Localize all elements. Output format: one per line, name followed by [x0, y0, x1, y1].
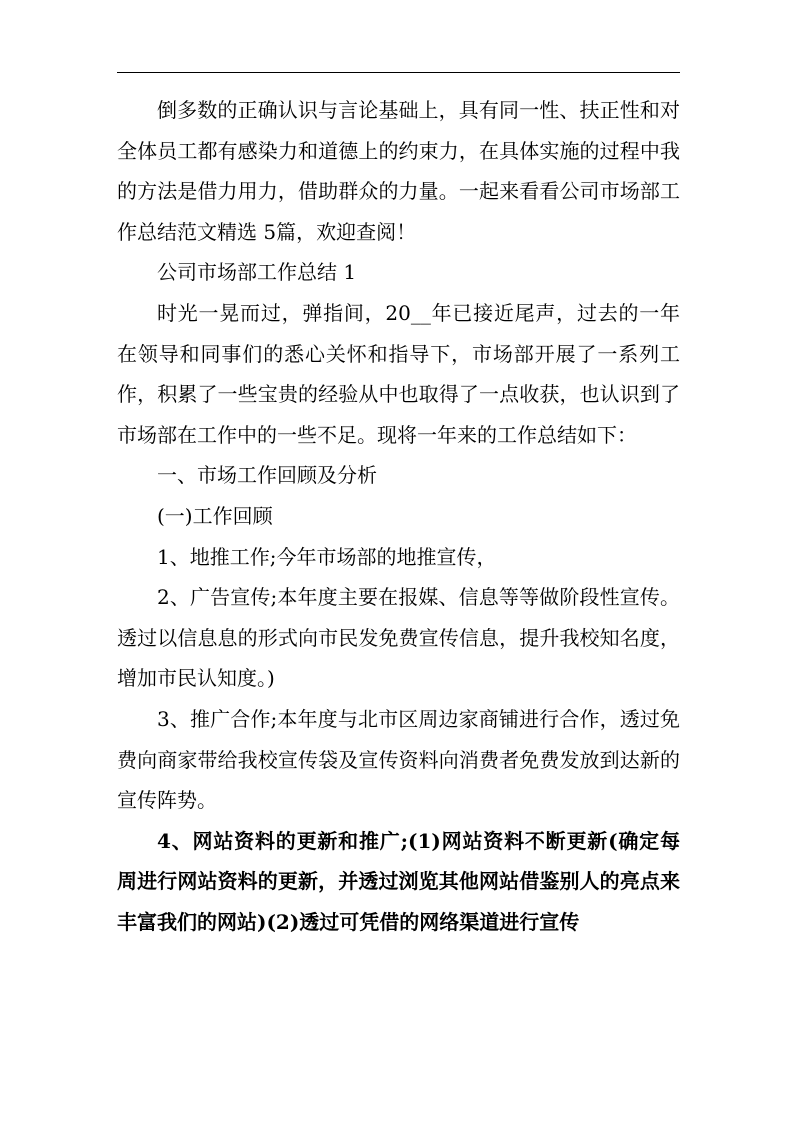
section-heading-market-review: 一、市场工作回顾及分析: [157, 463, 377, 488]
header-rule: [117, 72, 680, 73]
list-item-website: 4、网站资料的更新和推广;(1)网站资料不断更新(确定每周进行网站资料的更新，并透过浏览其他网站借鉴别人的亮点来丰富我们的网站)(2)透过可凭借的网络渠道进行宣传: [117, 828, 680, 934]
list-item-partnership: 3、推广合作;本年度与北市区周边家商铺进行合作，透过免费向商家带给我校宣传袋及宣传资料向消费者免费发放到达新的宣传阵势。: [117, 706, 680, 813]
list-item-advertising: 2、广告宣传;本年度主要在报媒、信息等等做阶段性宣传。透过以信息息的形式向市民发免费宣传信息，提升我校知名度，增加市民认知度。): [117, 585, 680, 691]
subsection-heading-work-review: (一)工作回顾: [157, 503, 273, 528]
summary-paragraph: 时光一晃而过，弹指间，20__年已接近尾声，过去的一年在领导和同事们的悉心关怀和指导下，市场部开展了一系列工作，积累了一些宝贵的经验从中也取得了一点收获，也认识到了市场部在工作中的一些不足。现将一年来的工作总结如下：: [117, 300, 680, 447]
document-body: [117, 90, 680, 942]
list-item-ground-promotion: 1、地推工作;今年市场部的地推宣传，: [157, 544, 497, 569]
intro-paragraph: 倒多数的正确认识与言论基础上，具有同一性、扶正性和对全体员工都有感染力和道德上的约束力，在具体实施的过程中我的方法是借力用力，借助群众的力量。一起来看看公司市场部工作总结范文精选 5篇，欢迎查阅！: [117, 98, 680, 244]
section-title: 公司市场部工作总结 1: [157, 260, 357, 285]
